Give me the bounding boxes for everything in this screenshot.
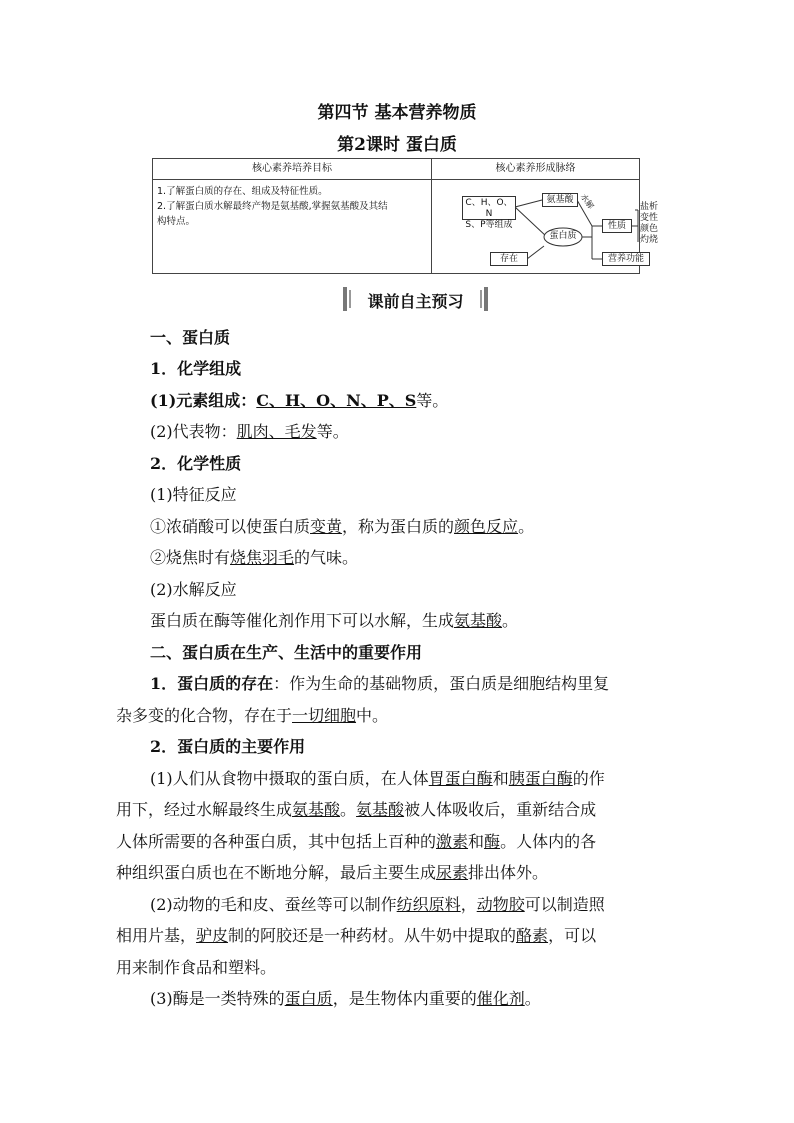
t: 。 bbox=[524, 989, 541, 1008]
line-feature-reaction: (1)特征反应 bbox=[150, 485, 237, 504]
line-nitric-acid bbox=[150, 514, 534, 537]
t: ②烧焦时有 bbox=[150, 548, 231, 567]
t: 排出体外。 bbox=[468, 863, 549, 882]
answer-textile: 纺织原料 bbox=[396, 895, 461, 914]
t: 被人体吸收后，重新结合成 bbox=[404, 800, 597, 819]
t: 。 bbox=[502, 611, 519, 630]
diagram-properties: 性质 bbox=[602, 219, 632, 233]
answer-donkey-hide: 驴皮 bbox=[196, 926, 229, 945]
composition-line-2: S、P等组成 bbox=[465, 220, 513, 230]
line-hydrolysis: (2)水解反应 bbox=[150, 580, 237, 599]
diagram-amino-acid: 氨基酸 bbox=[542, 193, 578, 207]
heading-protein: 一、蛋白质 bbox=[150, 328, 231, 347]
t: 的作 bbox=[572, 769, 605, 788]
answer-amino-acid-2: 氨基酸 bbox=[292, 800, 341, 819]
prop-denature: 变性 bbox=[640, 213, 659, 223]
t: 的气味。 bbox=[294, 548, 359, 567]
t: (2)动物的毛和皮、蚕丝等可以制作 bbox=[150, 895, 397, 914]
elements-answer: C、H、O、N、P、S bbox=[256, 391, 417, 410]
t: 用下，经过水解最终生成 bbox=[116, 800, 293, 819]
line-role-3 bbox=[150, 986, 541, 1009]
answer-animal-glue: 动物胶 bbox=[476, 895, 525, 914]
objectives-table bbox=[152, 158, 659, 274]
answer-casein: 酪素 bbox=[516, 926, 549, 945]
answer-hormone: 激素 bbox=[436, 832, 469, 851]
t: 相用片基， bbox=[116, 926, 197, 945]
answer-all-cells: 一切细胞 bbox=[292, 706, 357, 725]
answer-amino-acid: 氨基酸 bbox=[454, 611, 503, 630]
diagram-nutrition: 营养功能 bbox=[602, 252, 650, 266]
heading-properties: 2．化学性质 bbox=[150, 454, 242, 473]
t: ，可以 bbox=[548, 926, 597, 945]
t: 可以制造照 bbox=[524, 895, 605, 914]
t: 人体所需要的各种蛋白质，其中包括上百种的 bbox=[116, 832, 437, 851]
prop-color: 颜色 bbox=[640, 224, 659, 234]
answer-catalyst: 催化剂 bbox=[476, 989, 525, 1008]
elements-post: 等。 bbox=[416, 391, 449, 410]
line-role-2b bbox=[116, 923, 596, 946]
rep-answer: 肌肉、毛发 bbox=[236, 422, 317, 441]
line-burning bbox=[150, 545, 358, 568]
t: 种组织蛋白质也在不断地分解，最后主要生成 bbox=[116, 863, 437, 882]
answer-color-reaction: 颜色反应 bbox=[454, 517, 519, 536]
t: 和 bbox=[468, 832, 485, 851]
rep-post: 等。 bbox=[316, 422, 349, 441]
line-elements bbox=[150, 388, 448, 411]
t: 和 bbox=[492, 769, 509, 788]
heading-composition: 1．化学组成 bbox=[150, 359, 242, 378]
line-hydrolysis-detail bbox=[150, 608, 518, 631]
goal-2a: 2.了解蛋白质水解最终产物是氨基酸,掌握氨基酸及其结 bbox=[157, 201, 388, 212]
t: 蛋白质在酶等催化剂作用下可以水解，生成 bbox=[150, 611, 455, 630]
answer-trypsin: 胰蛋白酶 bbox=[508, 769, 573, 788]
answer-yellow: 变黄 bbox=[310, 517, 343, 536]
banner-title: 课前自主预习 bbox=[367, 292, 464, 311]
goals-text bbox=[157, 184, 425, 229]
answer-enzyme: 酶 bbox=[484, 832, 501, 851]
line-role-2a bbox=[150, 892, 605, 915]
elements-label: (1)元素组成： bbox=[150, 391, 257, 410]
line-role-1a bbox=[150, 766, 605, 789]
t: 中。 bbox=[356, 706, 389, 725]
line-role-1b bbox=[116, 797, 596, 820]
prop-burn: 灼烧 bbox=[640, 235, 659, 245]
t: 。 bbox=[340, 800, 357, 819]
line-existence bbox=[150, 671, 609, 694]
prop-salting: 盐析 bbox=[640, 202, 659, 212]
preview-banner bbox=[343, 287, 488, 311]
table-header-goals: 核心素养培养目标 bbox=[153, 159, 431, 180]
t: 。人体内的各 bbox=[500, 832, 597, 851]
answer-pepsin: 胃蛋白酶 bbox=[428, 769, 493, 788]
t: ，称为蛋白质的 bbox=[342, 517, 455, 536]
heading-roles: 二、蛋白质在生产、生活中的重要作用 bbox=[150, 643, 423, 662]
t: 1．蛋白质的存在 bbox=[150, 674, 274, 693]
goal-2b: 构特点。 bbox=[157, 216, 196, 227]
t: ①浓硝酸可以使蛋白质 bbox=[150, 517, 311, 536]
answer-burnt-feather: 烧焦羽毛 bbox=[230, 548, 295, 567]
answer-urea: 尿素 bbox=[436, 863, 469, 882]
line-role-1d bbox=[116, 860, 548, 883]
rep-label: (2)代表物： bbox=[150, 422, 237, 441]
diagram-property-list bbox=[640, 202, 662, 246]
diagram-existence: 存在 bbox=[490, 252, 528, 266]
t: 。 bbox=[518, 517, 535, 536]
section-title: 第四节 基本营养物质 bbox=[317, 103, 477, 123]
heading-main-roles: 2．蛋白质的主要作用 bbox=[150, 737, 306, 756]
t: ，是生物体内重要的 bbox=[332, 989, 477, 1008]
t: ：作为生命的基础物质，蛋白质是细胞结构里复 bbox=[273, 674, 610, 693]
diagram-composition bbox=[462, 196, 516, 230]
diagram-hydrolysis: 水解 bbox=[578, 192, 596, 211]
lesson-title: 第2课时 蛋白质 bbox=[337, 135, 457, 155]
goal-1: 1.了解蛋白质的存在、组成及特征性质。 bbox=[157, 186, 328, 197]
t: (1)人们从食物中摄取的蛋白质，在人体 bbox=[150, 769, 429, 788]
t: 制的阿胶还是一种药材。从牛奶中提取的 bbox=[228, 926, 517, 945]
table-header-context: 核心素养形成脉络 bbox=[432, 159, 639, 180]
t: (3)酶是一类特殊的 bbox=[150, 989, 285, 1008]
line-representatives bbox=[150, 419, 349, 442]
t: 杂多变的化合物，存在于 bbox=[116, 706, 293, 725]
line-role-1c bbox=[116, 829, 596, 852]
line-existence-2 bbox=[116, 703, 388, 726]
answer-protein: 蛋白质 bbox=[284, 989, 333, 1008]
answer-amino-acid-3: 氨基酸 bbox=[356, 800, 405, 819]
composition-line-1: C、H、O、N bbox=[465, 198, 513, 219]
concept-diagram bbox=[432, 180, 659, 274]
t: ， bbox=[460, 895, 477, 914]
diagram-protein: 蛋白质 bbox=[549, 231, 577, 241]
line-role-2c: 用来制作食品和塑料。 bbox=[116, 958, 277, 977]
